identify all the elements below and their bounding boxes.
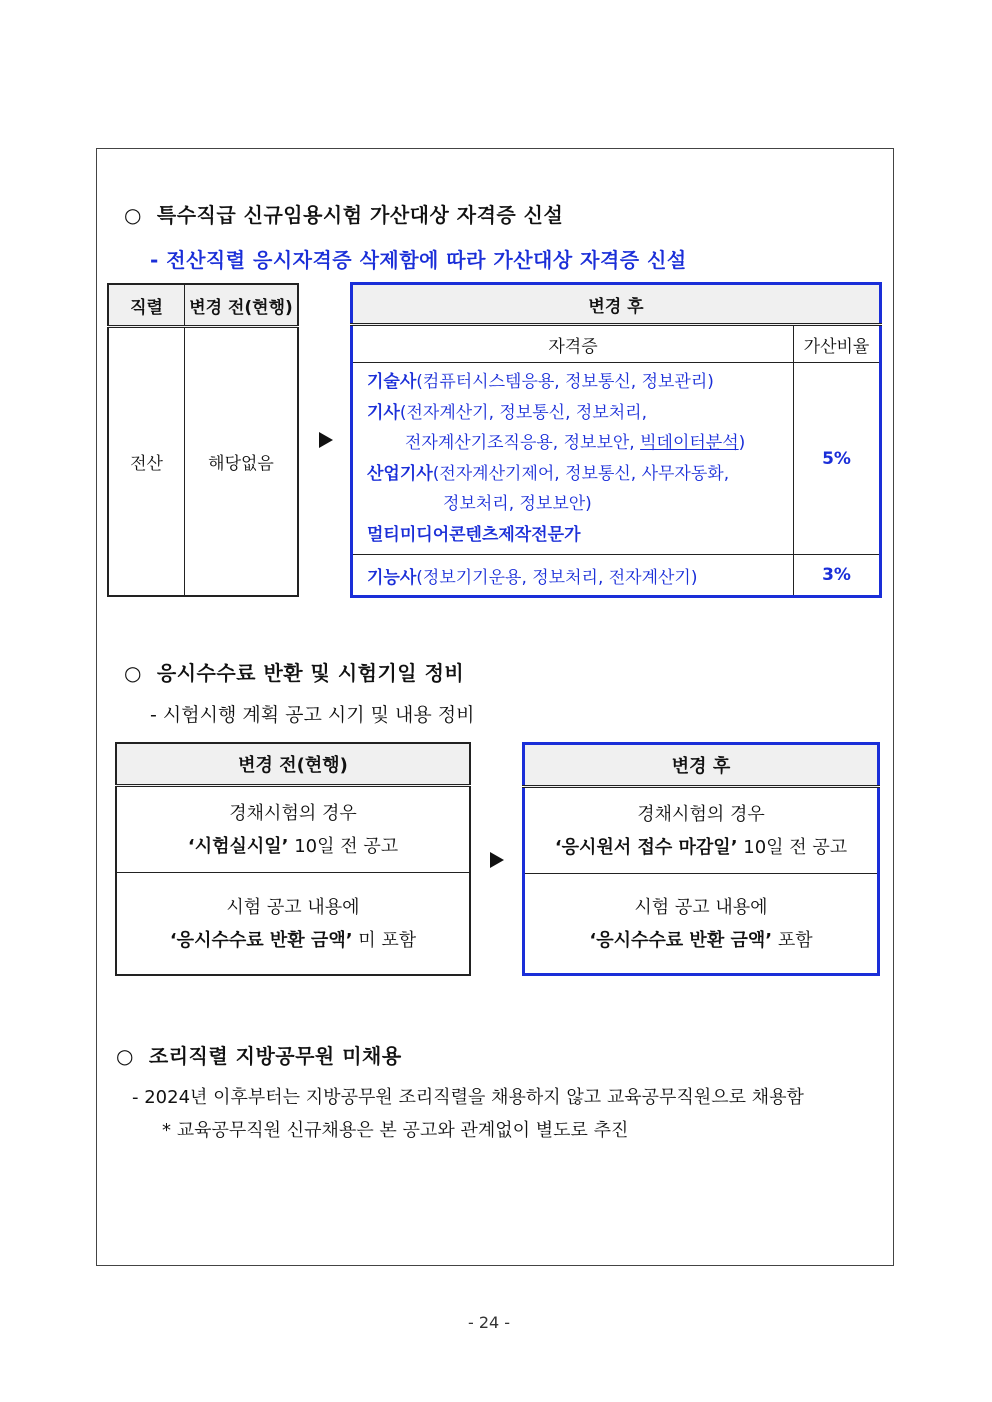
section3-title: 조리직렬 지방공무원 미채용 — [148, 1044, 402, 1068]
row-bold-text: ‘응시원서 접수 마감일’ — [554, 836, 738, 858]
right-triangle-arrow-icon — [490, 852, 504, 868]
cert-name: 기사 — [367, 402, 400, 423]
before-header: 변경 전(현행) — [116, 743, 470, 786]
row-text: 포함 — [772, 929, 813, 951]
cert-detail: (컴퓨터시스템응용, 정보통신, 정보관리) — [416, 372, 714, 392]
row-text: 경채시험의 경우 — [229, 802, 357, 824]
cell-job: 전산 — [108, 327, 185, 597]
before-row-2 — [116, 873, 470, 976]
row-text: 시험 공고 내용에 — [634, 896, 768, 918]
right-triangle-arrow-icon — [319, 432, 333, 448]
after-header: 변경 후 — [524, 744, 879, 787]
cert-name: 기술사 — [367, 372, 417, 392]
col-header-job: 직렬 — [108, 284, 185, 327]
section2-title: 응시수수료 반환 및 시험기일 정비 — [156, 661, 465, 685]
cert-detail: (전자계산기, 정보통신, 정보처리, — [399, 402, 647, 423]
cert-name: 멀티미디어콘텐츠제작전문가 — [367, 524, 581, 545]
after-row-1 — [524, 787, 879, 874]
section1-heading — [124, 199, 563, 228]
section1-subtitle: - 전산직렬 응시자격증 삭제함에 따라 가산대상 자격증 신설 — [150, 248, 687, 272]
row-text: 10일 전 공고 — [737, 836, 848, 858]
row-text: 미 포함 — [352, 929, 417, 951]
row-bold-text: ‘응시수수료 반환 금액’ — [589, 929, 773, 951]
cert-group-1 — [352, 363, 794, 555]
circle-bullet-icon: ○ — [124, 203, 142, 227]
after-table-2 — [522, 742, 880, 976]
cert-detail: (전자계산기제어, 정보통신, 사무자동화, — [432, 463, 730, 484]
before-table-2 — [115, 742, 471, 976]
cert-detail: ) — [738, 433, 746, 453]
cert-detail: 전자계산기조직응용, 정보보안, — [405, 433, 641, 453]
row-text: 경채시험의 경우 — [637, 803, 765, 825]
rate-3: 3% — [794, 555, 881, 597]
cell-before: 해당없음 — [185, 327, 299, 597]
before-table — [107, 283, 299, 597]
after-table-header: 변경 후 — [352, 284, 881, 325]
circle-bullet-icon: ○ — [124, 661, 142, 685]
after-table — [350, 282, 882, 598]
row-text: 10일 전 공고 — [288, 835, 399, 857]
col-header-cert: 자격증 — [352, 325, 794, 363]
cert-name: 기능사 — [367, 567, 417, 588]
section1-title: 특수직급 신규임용시험 가산대상 자격증 신설 — [156, 203, 564, 227]
section2-heading — [124, 657, 464, 686]
col-header-rate: 가산비율 — [794, 325, 881, 363]
row-bold-text: ‘응시수수료 반환 금액’ — [169, 929, 353, 951]
cert-detail: (정보기기운용, 정보처리, 전자계산기) — [416, 567, 698, 588]
col-header-before: 변경 전(현행) — [185, 284, 299, 327]
row-bold-text: ‘시험실시일’ — [187, 835, 289, 857]
cert-group-2 — [352, 555, 794, 597]
cert-detail-underlined: 빅데이터분석 — [640, 433, 739, 453]
circle-bullet-icon: ○ — [116, 1044, 134, 1068]
row-text: 시험 공고 내용에 — [226, 896, 360, 918]
section3-line1: - 2024년 이후부터는 지방공무원 조리직렬을 채용하지 않고 교육공무직원으로 채용함 — [132, 1087, 804, 1108]
rate-5: 5% — [794, 363, 881, 555]
page-number: - 24 - — [468, 1313, 511, 1332]
before-row-1 — [116, 786, 470, 873]
section2-subtitle: - 시험시행 계획 공고 시기 및 내용 정비 — [150, 704, 475, 726]
after-row-2 — [524, 874, 879, 975]
section3-line2: * 교육공무직원 신규채용은 본 공고와 관계없이 별도로 추진 — [162, 1120, 629, 1141]
section3-heading — [116, 1040, 402, 1069]
cert-name: 산업기사 — [367, 463, 433, 484]
cert-detail: 정보처리, 정보보안) — [443, 494, 592, 514]
